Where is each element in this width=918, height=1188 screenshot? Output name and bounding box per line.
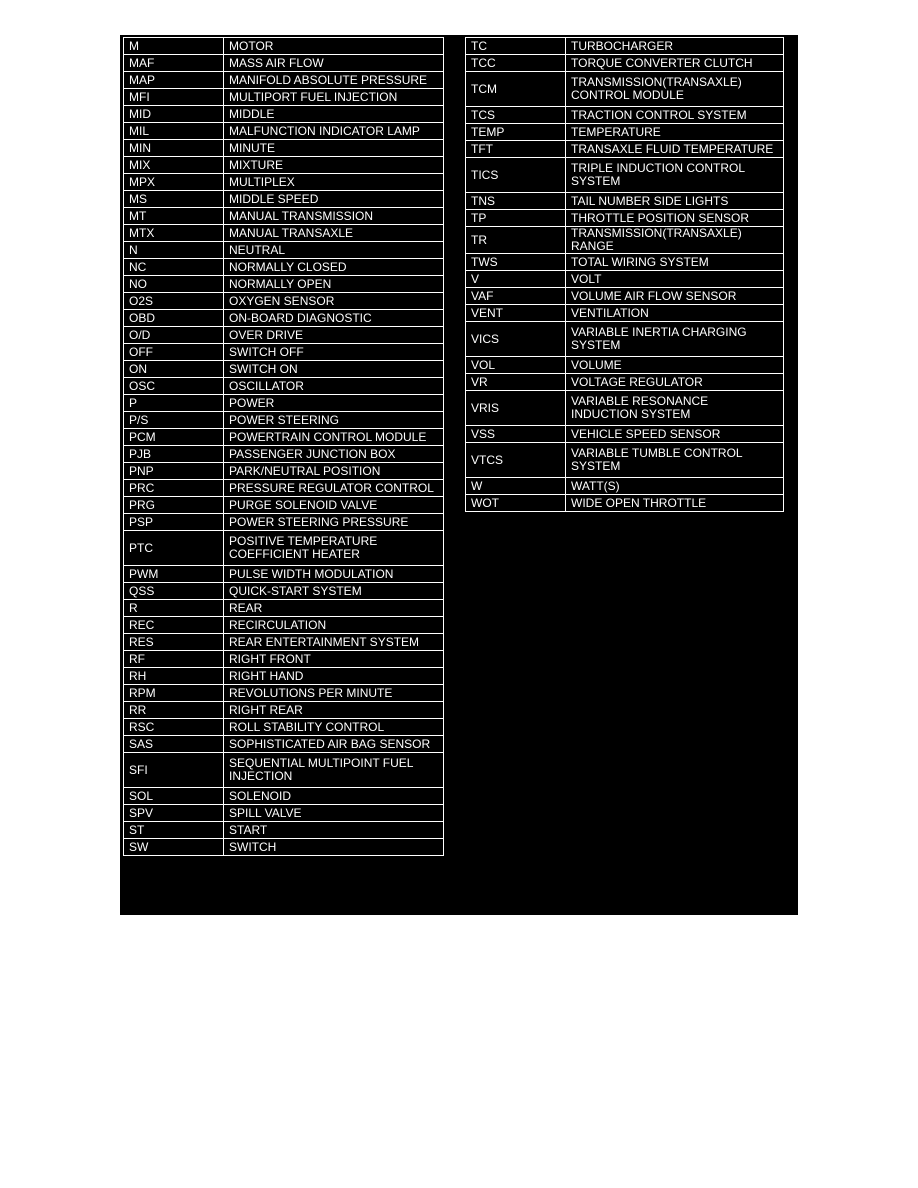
abbreviation-cell: VR xyxy=(466,374,566,391)
table-row xyxy=(124,208,444,225)
table-row xyxy=(124,344,444,361)
abbreviation-cell: TP xyxy=(466,210,566,227)
meaning-cell: MIDDLE SPEED xyxy=(224,191,444,208)
abbreviation-cell: MID xyxy=(124,106,224,123)
meaning-cell: TRACTION CONTROL SYSTEM xyxy=(566,107,784,124)
abbreviation-cell: N xyxy=(124,242,224,259)
abbreviation-cell: MIL xyxy=(124,123,224,140)
meaning-cell: SWITCH xyxy=(224,839,444,856)
table-row xyxy=(124,310,444,327)
table-row xyxy=(124,242,444,259)
meaning-cell: VOLUME AIR FLOW SENSOR xyxy=(566,288,784,305)
meaning-cell: VOLUME xyxy=(566,357,784,374)
meaning-cell: VARIABLE RESONANCE INDUCTION SYSTEM xyxy=(566,391,784,426)
abbreviation-cell: TCC xyxy=(466,55,566,72)
meaning-cell: WATT(S) xyxy=(566,478,784,495)
table-row xyxy=(466,288,784,305)
abbreviation-cell: RPM xyxy=(124,685,224,702)
table-row xyxy=(124,157,444,174)
table-row xyxy=(124,600,444,617)
abbreviation-cell: TCS xyxy=(466,107,566,124)
table-row xyxy=(124,429,444,446)
table-row xyxy=(466,478,784,495)
abbreviation-table-right xyxy=(465,37,784,512)
table-row xyxy=(124,480,444,497)
abbreviation-cell: P/S xyxy=(124,412,224,429)
table-row xyxy=(466,193,784,210)
abbreviation-cell: SW xyxy=(124,839,224,856)
abbreviation-cell: TNS xyxy=(466,193,566,210)
abbreviation-cell: MIX xyxy=(124,157,224,174)
meaning-cell: TEMPERATURE xyxy=(566,124,784,141)
table-row xyxy=(124,634,444,651)
abbreviation-cell: MTX xyxy=(124,225,224,242)
meaning-cell: WIDE OPEN THROTTLE xyxy=(566,495,784,512)
table-row xyxy=(124,89,444,106)
meaning-cell: NORMALLY CLOSED xyxy=(224,259,444,276)
table-row xyxy=(124,38,444,55)
table-row xyxy=(124,276,444,293)
table-row xyxy=(466,227,784,254)
abbreviation-cell: VAF xyxy=(466,288,566,305)
abbreviation-cell: NO xyxy=(124,276,224,293)
table-row xyxy=(124,378,444,395)
meaning-cell: TURBOCHARGER xyxy=(566,38,784,55)
table-row xyxy=(124,736,444,753)
abbreviation-cell: SFI xyxy=(124,753,224,788)
meaning-cell: MIXTURE xyxy=(224,157,444,174)
table-row xyxy=(124,412,444,429)
meaning-cell: VEHICLE SPEED SENSOR xyxy=(566,426,784,443)
table-row xyxy=(124,446,444,463)
abbreviation-cell: VICS xyxy=(466,322,566,357)
abbreviation-cell: TWS xyxy=(466,254,566,271)
table-row xyxy=(124,106,444,123)
table-row xyxy=(466,374,784,391)
table-row xyxy=(124,753,444,788)
abbreviation-cell: TC xyxy=(466,38,566,55)
abbreviation-cell: MAP xyxy=(124,72,224,89)
table-row xyxy=(124,72,444,89)
table-row xyxy=(124,668,444,685)
table-row xyxy=(124,617,444,634)
abbreviation-cell: RH xyxy=(124,668,224,685)
table-row xyxy=(124,719,444,736)
table-row xyxy=(466,322,784,357)
meaning-cell: MALFUNCTION INDICATOR LAMP xyxy=(224,123,444,140)
abbreviation-panel xyxy=(120,35,798,915)
meaning-cell: TAIL NUMBER SIDE LIGHTS xyxy=(566,193,784,210)
abbreviation-cell: MPX xyxy=(124,174,224,191)
meaning-cell: MIDDLE xyxy=(224,106,444,123)
meaning-cell: TRIPLE INDUCTION CONTROL SYSTEM xyxy=(566,158,784,193)
abbreviation-cell: VENT xyxy=(466,305,566,322)
table-row xyxy=(124,55,444,72)
meaning-cell: THROTTLE POSITION SENSOR xyxy=(566,210,784,227)
meaning-cell: TRANSAXLE FLUID TEMPERATURE xyxy=(566,141,784,158)
table-row xyxy=(124,361,444,378)
abbreviation-cell: MFI xyxy=(124,89,224,106)
meaning-cell: RECIRCULATION xyxy=(224,617,444,634)
meaning-cell: REAR ENTERTAINMENT SYSTEM xyxy=(224,634,444,651)
meaning-cell: MANUAL TRANSMISSION xyxy=(224,208,444,225)
abbreviation-cell: PWM xyxy=(124,566,224,583)
abbreviation-cell: OBD xyxy=(124,310,224,327)
table-row xyxy=(466,443,784,478)
meaning-cell: MASS AIR FLOW xyxy=(224,55,444,72)
meaning-cell: POWER STEERING xyxy=(224,412,444,429)
meaning-cell: SPILL VALVE xyxy=(224,805,444,822)
meaning-cell: POWER xyxy=(224,395,444,412)
table-row xyxy=(124,140,444,157)
abbreviation-cell: OFF xyxy=(124,344,224,361)
meaning-cell: PULSE WIDTH MODULATION xyxy=(224,566,444,583)
meaning-cell: PRESSURE REGULATOR CONTROL xyxy=(224,480,444,497)
meaning-cell: REVOLUTIONS PER MINUTE xyxy=(224,685,444,702)
table-row xyxy=(124,174,444,191)
abbreviation-cell: M xyxy=(124,38,224,55)
table-row xyxy=(124,395,444,412)
meaning-cell: QUICK-START SYSTEM xyxy=(224,583,444,600)
table-row xyxy=(124,123,444,140)
table-row xyxy=(124,822,444,839)
abbreviation-cell: SOL xyxy=(124,788,224,805)
meaning-cell: MULTIPORT FUEL INJECTION xyxy=(224,89,444,106)
meaning-cell: SWITCH ON xyxy=(224,361,444,378)
table-row xyxy=(466,107,784,124)
abbreviation-cell: RF xyxy=(124,651,224,668)
abbreviation-cell: PJB xyxy=(124,446,224,463)
meaning-cell: RIGHT REAR xyxy=(224,702,444,719)
meaning-cell: VOLTAGE REGULATOR xyxy=(566,374,784,391)
abbreviation-cell: MT xyxy=(124,208,224,225)
meaning-cell: MOTOR xyxy=(224,38,444,55)
meaning-cell: VENTILATION xyxy=(566,305,784,322)
table-row xyxy=(124,191,444,208)
table-row xyxy=(124,566,444,583)
table-row xyxy=(466,426,784,443)
abbreviation-cell: PTC xyxy=(124,531,224,566)
meaning-cell: MINUTE xyxy=(224,140,444,157)
meaning-cell: VARIABLE INERTIA CHARGING SYSTEM xyxy=(566,322,784,357)
meaning-cell: REAR xyxy=(224,600,444,617)
abbreviation-cell: VOL xyxy=(466,357,566,374)
table-row xyxy=(124,514,444,531)
abbreviation-cell: REC xyxy=(124,617,224,634)
table-row xyxy=(466,495,784,512)
meaning-cell: SOLENOID xyxy=(224,788,444,805)
meaning-cell: ROLL STABILITY CONTROL xyxy=(224,719,444,736)
meaning-cell: TORQUE CONVERTER CLUTCH xyxy=(566,55,784,72)
table-row xyxy=(466,141,784,158)
abbreviation-cell: TICS xyxy=(466,158,566,193)
abbreviation-cell: PRG xyxy=(124,497,224,514)
abbreviation-cell: TFT xyxy=(466,141,566,158)
table-row xyxy=(124,788,444,805)
abbreviation-table-left xyxy=(123,37,444,856)
meaning-cell: SOPHISTICATED AIR BAG SENSOR xyxy=(224,736,444,753)
meaning-cell: OSCILLATOR xyxy=(224,378,444,395)
abbreviation-cell: MIN xyxy=(124,140,224,157)
table-row xyxy=(466,158,784,193)
abbreviation-cell: ST xyxy=(124,822,224,839)
abbreviation-cell: VSS xyxy=(466,426,566,443)
table-row xyxy=(466,357,784,374)
table-row xyxy=(466,210,784,227)
abbreviation-cell: MS xyxy=(124,191,224,208)
table-row xyxy=(124,225,444,242)
abbreviation-cell: QSS xyxy=(124,583,224,600)
abbreviation-cell: WOT xyxy=(466,495,566,512)
meaning-cell: SWITCH OFF xyxy=(224,344,444,361)
meaning-cell: PARK/NEUTRAL POSITION xyxy=(224,463,444,480)
abbreviation-cell: VTCS xyxy=(466,443,566,478)
meaning-cell: MANIFOLD ABSOLUTE PRESSURE xyxy=(224,72,444,89)
meaning-cell: TRANSMISSION(TRANSAXLE) RANGE xyxy=(566,227,784,254)
table-row xyxy=(124,293,444,310)
table-row xyxy=(466,38,784,55)
abbreviation-cell: TR xyxy=(466,227,566,254)
meaning-cell: NORMALLY OPEN xyxy=(224,276,444,293)
table-row xyxy=(466,254,784,271)
table-row xyxy=(466,391,784,426)
meaning-cell: MANUAL TRANSAXLE xyxy=(224,225,444,242)
meaning-cell: VOLT xyxy=(566,271,784,288)
meaning-cell: RIGHT FRONT xyxy=(224,651,444,668)
abbreviation-cell: RSC xyxy=(124,719,224,736)
abbreviation-cell: V xyxy=(466,271,566,288)
abbreviation-cell: PCM xyxy=(124,429,224,446)
abbreviation-cell: ON xyxy=(124,361,224,378)
table-row xyxy=(466,55,784,72)
table-row xyxy=(466,271,784,288)
abbreviation-cell: O/D xyxy=(124,327,224,344)
abbreviation-cell: OSC xyxy=(124,378,224,395)
table-row xyxy=(124,327,444,344)
abbreviation-cell: NC xyxy=(124,259,224,276)
abbreviation-cell: MAF xyxy=(124,55,224,72)
meaning-cell: VARIABLE TUMBLE CONTROL SYSTEM xyxy=(566,443,784,478)
abbreviation-cell: TEMP xyxy=(466,124,566,141)
table-row xyxy=(124,805,444,822)
abbreviation-cell: W xyxy=(466,478,566,495)
table-row xyxy=(466,305,784,322)
table-row xyxy=(124,685,444,702)
abbreviation-cell: RR xyxy=(124,702,224,719)
abbreviation-cell: VRIS xyxy=(466,391,566,426)
table-row xyxy=(466,72,784,107)
meaning-cell: START xyxy=(224,822,444,839)
table-row xyxy=(124,463,444,480)
meaning-cell: OXYGEN SENSOR xyxy=(224,293,444,310)
meaning-cell: ON-BOARD DIAGNOSTIC xyxy=(224,310,444,327)
meaning-cell: NEUTRAL xyxy=(224,242,444,259)
abbreviation-cell: RES xyxy=(124,634,224,651)
abbreviation-cell: R xyxy=(124,600,224,617)
abbreviation-cell: PNP xyxy=(124,463,224,480)
abbreviation-cell: TCM xyxy=(466,72,566,107)
abbreviation-cell: SPV xyxy=(124,805,224,822)
meaning-cell: POWERTRAIN CONTROL MODULE xyxy=(224,429,444,446)
meaning-cell: POWER STEERING PRESSURE xyxy=(224,514,444,531)
table-row xyxy=(124,702,444,719)
meaning-cell: PASSENGER JUNCTION BOX xyxy=(224,446,444,463)
table-row xyxy=(124,583,444,600)
meaning-cell: TRANSMISSION(TRANSAXLE) CONTROL MODULE xyxy=(566,72,784,107)
table-row xyxy=(124,531,444,566)
abbreviation-cell: O2S xyxy=(124,293,224,310)
meaning-cell: PURGE SOLENOID VALVE xyxy=(224,497,444,514)
meaning-cell: OVER DRIVE xyxy=(224,327,444,344)
table-row xyxy=(124,259,444,276)
abbreviation-cell: PSP xyxy=(124,514,224,531)
table-row xyxy=(124,839,444,856)
meaning-cell: SEQUENTIAL MULTIPOINT FUEL INJECTION xyxy=(224,753,444,788)
abbreviation-cell: PRC xyxy=(124,480,224,497)
table-row xyxy=(466,124,784,141)
table-row xyxy=(124,497,444,514)
meaning-cell: MULTIPLEX xyxy=(224,174,444,191)
meaning-cell: TOTAL WIRING SYSTEM xyxy=(566,254,784,271)
meaning-cell: RIGHT HAND xyxy=(224,668,444,685)
abbreviation-cell: SAS xyxy=(124,736,224,753)
meaning-cell: POSITIVE TEMPERATURE COEFFICIENT HEATER xyxy=(224,531,444,566)
abbreviation-cell: P xyxy=(124,395,224,412)
table-row xyxy=(124,651,444,668)
